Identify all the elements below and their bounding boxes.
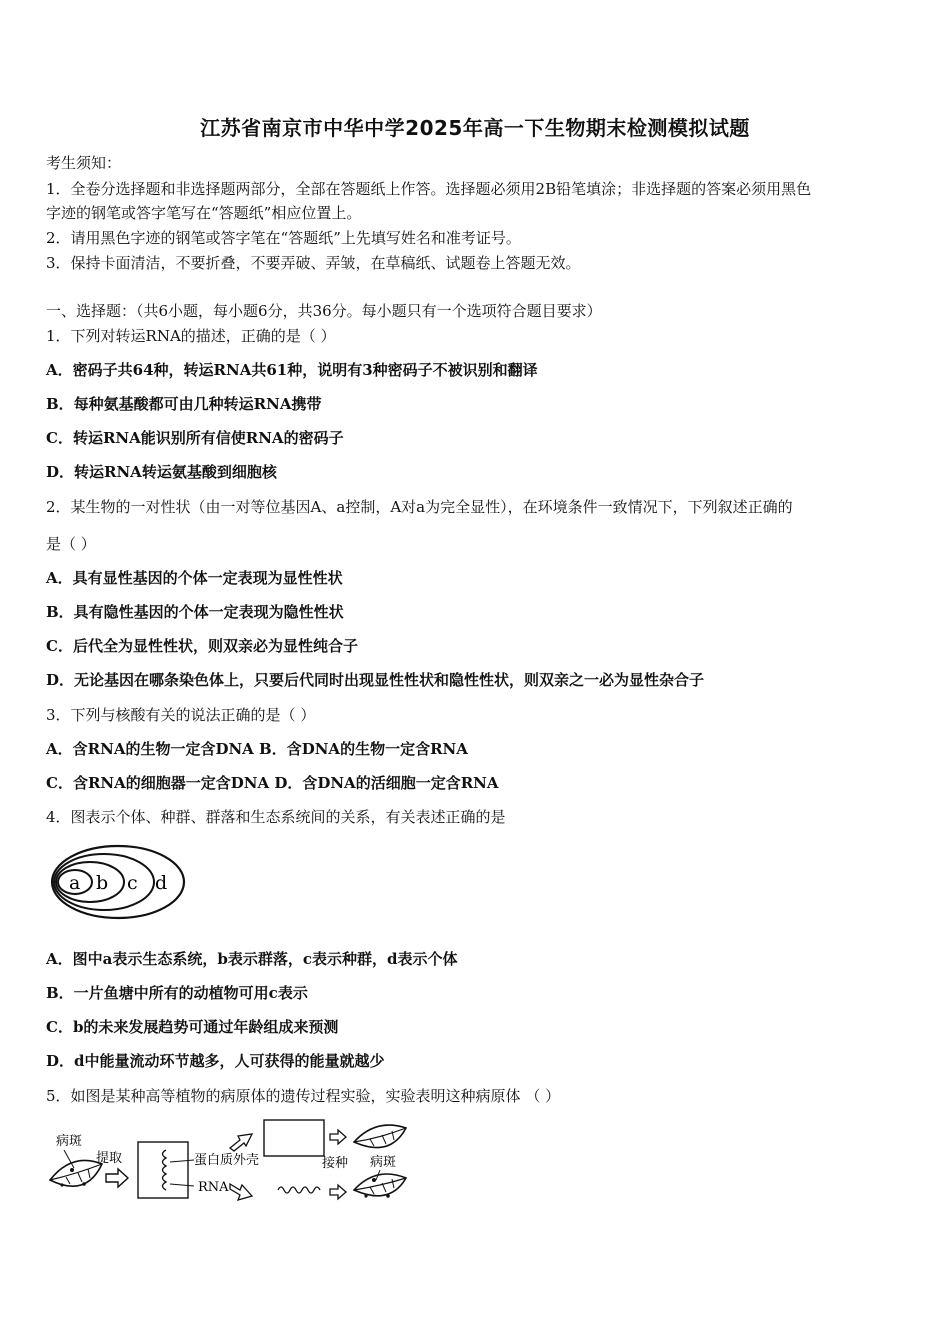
question-3-stem: 3．下列与核酸有关的说法正确的是（ ）	[46, 706, 316, 724]
question-3-options-cd: C．含RNA的细胞器一定含DNA D．含DNA的活细胞一定含RNA	[46, 774, 499, 792]
notice-heading: 考生须知：	[46, 154, 122, 172]
leaf-healthy-icon	[354, 1125, 406, 1148]
question-2-option-b: B．具有隐性基因的个体一定表现为隐性性状	[46, 603, 344, 621]
question-4-option-b: B．一片鱼塘中所有的动植物可用c表示	[46, 984, 308, 1002]
question-2-option-a: A．具有显性基因的个体一定表现为显性性状	[46, 569, 343, 587]
question-2-option-d: D．无论基因在哪条染色体上，只要后代同时出现显性性状和隐性性状，则双亲之一必为显性杂合子	[46, 671, 705, 689]
ellipse-b	[56, 862, 124, 902]
question-4-option-a: A．图中a表示生态系统，b表示群落，c表示种群，d表示个体	[46, 950, 458, 968]
question-1-option-d: D．转运RNA转运氨基酸到细胞核	[46, 463, 277, 481]
label-spot-left: 病斑	[56, 1134, 83, 1149]
label-c: c	[127, 872, 138, 894]
label-protein-coat: 蛋白质外壳	[194, 1153, 260, 1168]
question-2-stem-cont: 是（ ）	[46, 535, 96, 553]
leaf-left-icon	[50, 1150, 102, 1187]
arrow-right-icon	[330, 1130, 346, 1144]
question-1-option-b: B．每种氨基酸都可由几种转运RNA携带	[46, 395, 322, 413]
arrow-down-right-icon	[230, 1184, 252, 1200]
nested-ellipse-diagram	[48, 842, 188, 922]
rna-coil-icon	[163, 1150, 167, 1190]
question-3-options-ab: A．含RNA的生物一定含DNA B．含DNA的生物一定含RNA	[46, 740, 468, 758]
question-2-stem: 2．某生物的一对性状（由一对等位基因A、a控制，A对a为完全显性），在环境条件一致情况下，下列叙述正确的	[46, 498, 793, 516]
label-extract: 提取	[96, 1151, 123, 1166]
notice-item: 2．请用黑色字迹的钢笔或答字笔在“答题纸”上先填写姓名和准考证号。	[46, 229, 521, 247]
question-4-stem: 4．图表示个体、种群、群落和生态系统间的关系，有关表述正确的是	[46, 808, 506, 826]
notice-item: 3．保持卡面清洁，不要折叠，不要弄破、弄皱，在草稿纸、试题卷上答题无效。	[46, 254, 581, 272]
question-1-stem: 1．下列对转运RNA的描述，正确的是（ ）	[46, 327, 336, 345]
section-heading: 一、选择题：（共6小题，每小题6分，共36分。每小题只有一个选项符合题目要求）	[46, 302, 602, 320]
pathogen-experiment-diagram	[44, 1118, 424, 1210]
rna-strand-icon	[278, 1187, 320, 1193]
page-title: 江苏省南京市中华中学2025年高一下生物期末检测模拟试题	[200, 116, 750, 140]
label-inoculate: 接种	[322, 1156, 349, 1171]
label-spot-right: 病斑	[370, 1155, 397, 1170]
arrow-right-icon	[330, 1185, 346, 1199]
notice-item: 字迹的钢笔或答字笔写在“答题纸”相应位置上。	[46, 204, 362, 222]
question-1-option-c: C．转运RNA能识别所有信使RNA的密码子	[46, 429, 344, 447]
question-5-stem: 5．如图是某种高等植物的病原体的遗传过程实验，实验表明这种病原体 （ ）	[46, 1087, 561, 1105]
label-a: a	[69, 872, 81, 894]
question-4-option-d: D．d中能量流动环节越多，人可获得的能量就越少	[46, 1052, 385, 1070]
leaf-diseased-icon	[354, 1170, 406, 1198]
arrow-up-right-icon	[230, 1134, 252, 1151]
notice-item: 1．全卷分选择题和非选择题两部分，全部在答题纸上作答。选择题必须用2B铅笔填涂；非选择题的答案必须用黑色	[46, 180, 812, 198]
label-rna: RNA	[198, 1180, 229, 1195]
result-box	[264, 1120, 324, 1156]
question-4-option-c: C．b的未来发展趋势可通过年龄组成来预测	[46, 1018, 339, 1036]
arrow-right-icon	[106, 1169, 128, 1187]
label-d: d	[155, 872, 168, 894]
question-1-option-a: A．密码子共64种，转运RNA共61种，说明有3种密码子不被识别和翻译	[46, 361, 538, 379]
question-2-option-c: C．后代全为显性性状，则双亲必为显性纯合子	[46, 637, 358, 655]
label-b: b	[96, 872, 109, 894]
